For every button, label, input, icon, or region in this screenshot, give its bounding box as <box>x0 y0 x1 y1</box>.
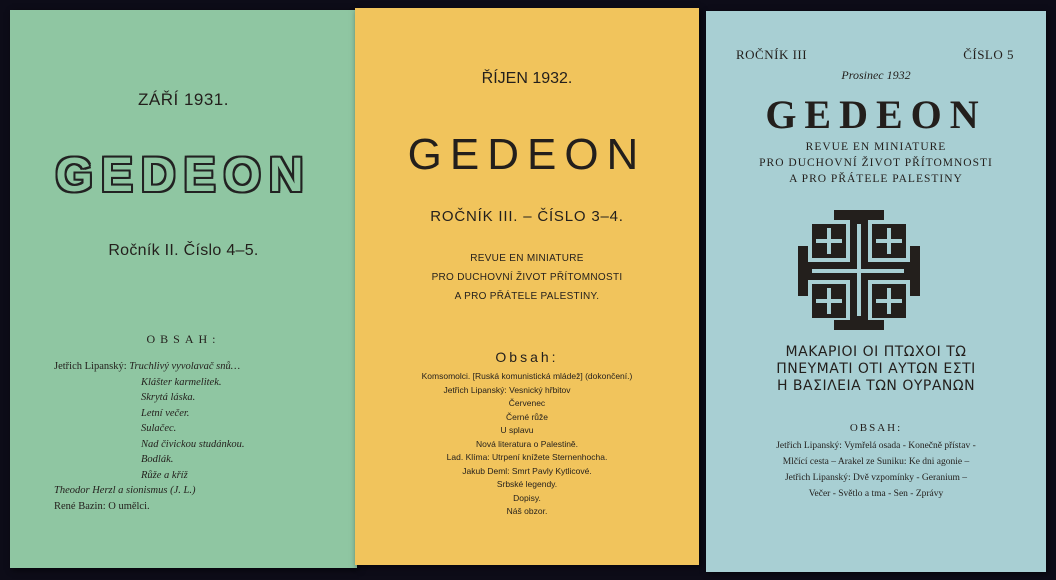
cover1-title: GEDEON <box>55 149 312 202</box>
toc-item: Theodor Herzl a sionismus (J. L.) <box>54 485 196 496</box>
subtitle-line: REVUE EN MINIATURE <box>470 253 584 264</box>
toc-item: Klášter karmelitek. <box>141 376 222 388</box>
cover1-contents-heading: OBSAH: <box>146 332 221 346</box>
toc-item: Bodlák. <box>141 454 174 465</box>
toc-item: Jetřich Lipanský: Dvě vzpomínky - Geranium – <box>784 473 968 483</box>
toc-item: Černé růže <box>505 411 549 422</box>
cover3-contents-list <box>706 438 1046 502</box>
subtitle-line: PRO DUCHOVNÍ ŽIVOT PŘÍTOMNOSTI <box>431 272 623 283</box>
toc-item: Večer - Světlo a tma - Sen - Zprávy <box>808 489 944 499</box>
toc-item: U splavu <box>500 425 534 435</box>
toc-item: Jetřich Lipanský: Vesnický hřbitov <box>443 384 571 395</box>
cover3-title: GEDEON <box>765 92 987 137</box>
cover2-title: GEDEON <box>407 130 647 179</box>
greek-line: Η ΒΑΣΙΛΕΙΑ ΤΩΝ ΟΥΡΑΝΩΝ <box>776 378 976 394</box>
toc-item: Dopisy. <box>513 492 541 503</box>
toc-item: Mlčící cesta – Arakel ze Suniku: Ke dni agonie – <box>782 457 970 467</box>
cover3-number: ČÍSLO 5 <box>963 47 1014 62</box>
toc-item: Jakub Deml: Smrt Pavly Kytlicové. <box>462 465 592 476</box>
toc-item: René Bazin: O umělci. <box>54 500 150 512</box>
greek-line: ΠΝΕΥΜΑΤΙ ΟΤΙ ΑΥΤΩΝ ΕΣΤΙ <box>776 361 976 377</box>
toc-item: Skrytá láska. <box>141 392 196 403</box>
jerusalem-cross-icon <box>794 206 924 334</box>
booklet-cover-3 <box>706 11 1046 572</box>
subtitle-line: A PRO PŘÁTELE PALESTINY <box>789 173 963 185</box>
toc-item: Lad. Klíma: Utrpení knížete Sternenhocha. <box>446 452 608 462</box>
toc-item: Srbské legendy. <box>496 479 558 489</box>
cover1-issue: Ročník II. Číslo 4–5. <box>108 242 259 259</box>
cover2-issue: ROČNÍK III. – ČÍSLO 3–4. <box>430 208 624 225</box>
toc-item: Náš obzor. <box>506 506 548 516</box>
greek-line: ΜΑΚΑΡΙΟΙ ΟΙ ΠΤΩΧΟΙ ΤΩ <box>785 344 967 360</box>
toc-item: Růže a kříž <box>141 469 188 481</box>
cover3-greek-inscription <box>706 344 1046 395</box>
cover3-contents-heading: OBSAH: <box>849 422 903 434</box>
toc-item: Červenec <box>508 398 546 408</box>
cover3-date: Prosinec 1932 <box>841 68 911 82</box>
cover2-contents-heading: Obsah: <box>495 349 559 365</box>
cover1-contents-list <box>54 359 354 514</box>
toc-item: Sulačec. <box>141 423 177 434</box>
toc-item: Nová literatura o Palestině. <box>475 438 579 449</box>
toc-item: Letní večer. <box>141 407 190 419</box>
toc-item: Nad čivickou studánkou. <box>141 438 245 450</box>
toc-item: Komsomolci. [Ruská komunistická mládež] (dokončení.) <box>421 371 633 381</box>
booklet-cover-2 <box>355 8 699 565</box>
toc-item: Jetřich Lipanský: Vymřelá osada - Konečně přístav - <box>776 441 976 451</box>
subtitle-line: REVUE EN MINIATURE <box>805 141 947 153</box>
subtitle-line: A PRO PŘÁTELE PALESTINY. <box>454 291 600 302</box>
subtitle-line: PRO DUCHOVNÍ ŽIVOT PŘÍTOMNOSTI <box>759 157 993 169</box>
cover1-date: ZÁŘÍ 1931. <box>138 90 229 109</box>
toc-item: Jetřich Lipanský: Truchlivý vyvolavač snů… <box>54 361 241 372</box>
cover3-subtitle <box>706 139 1046 187</box>
cover2-contents-list <box>355 370 699 519</box>
booklet-cover-1 <box>10 10 357 568</box>
cover2-subtitle <box>355 249 699 306</box>
cover3-header <box>736 47 1014 63</box>
cover3-volume: ROČNÍK III <box>736 47 808 62</box>
cover2-date: ŘÍJEN 1932. <box>481 70 573 87</box>
